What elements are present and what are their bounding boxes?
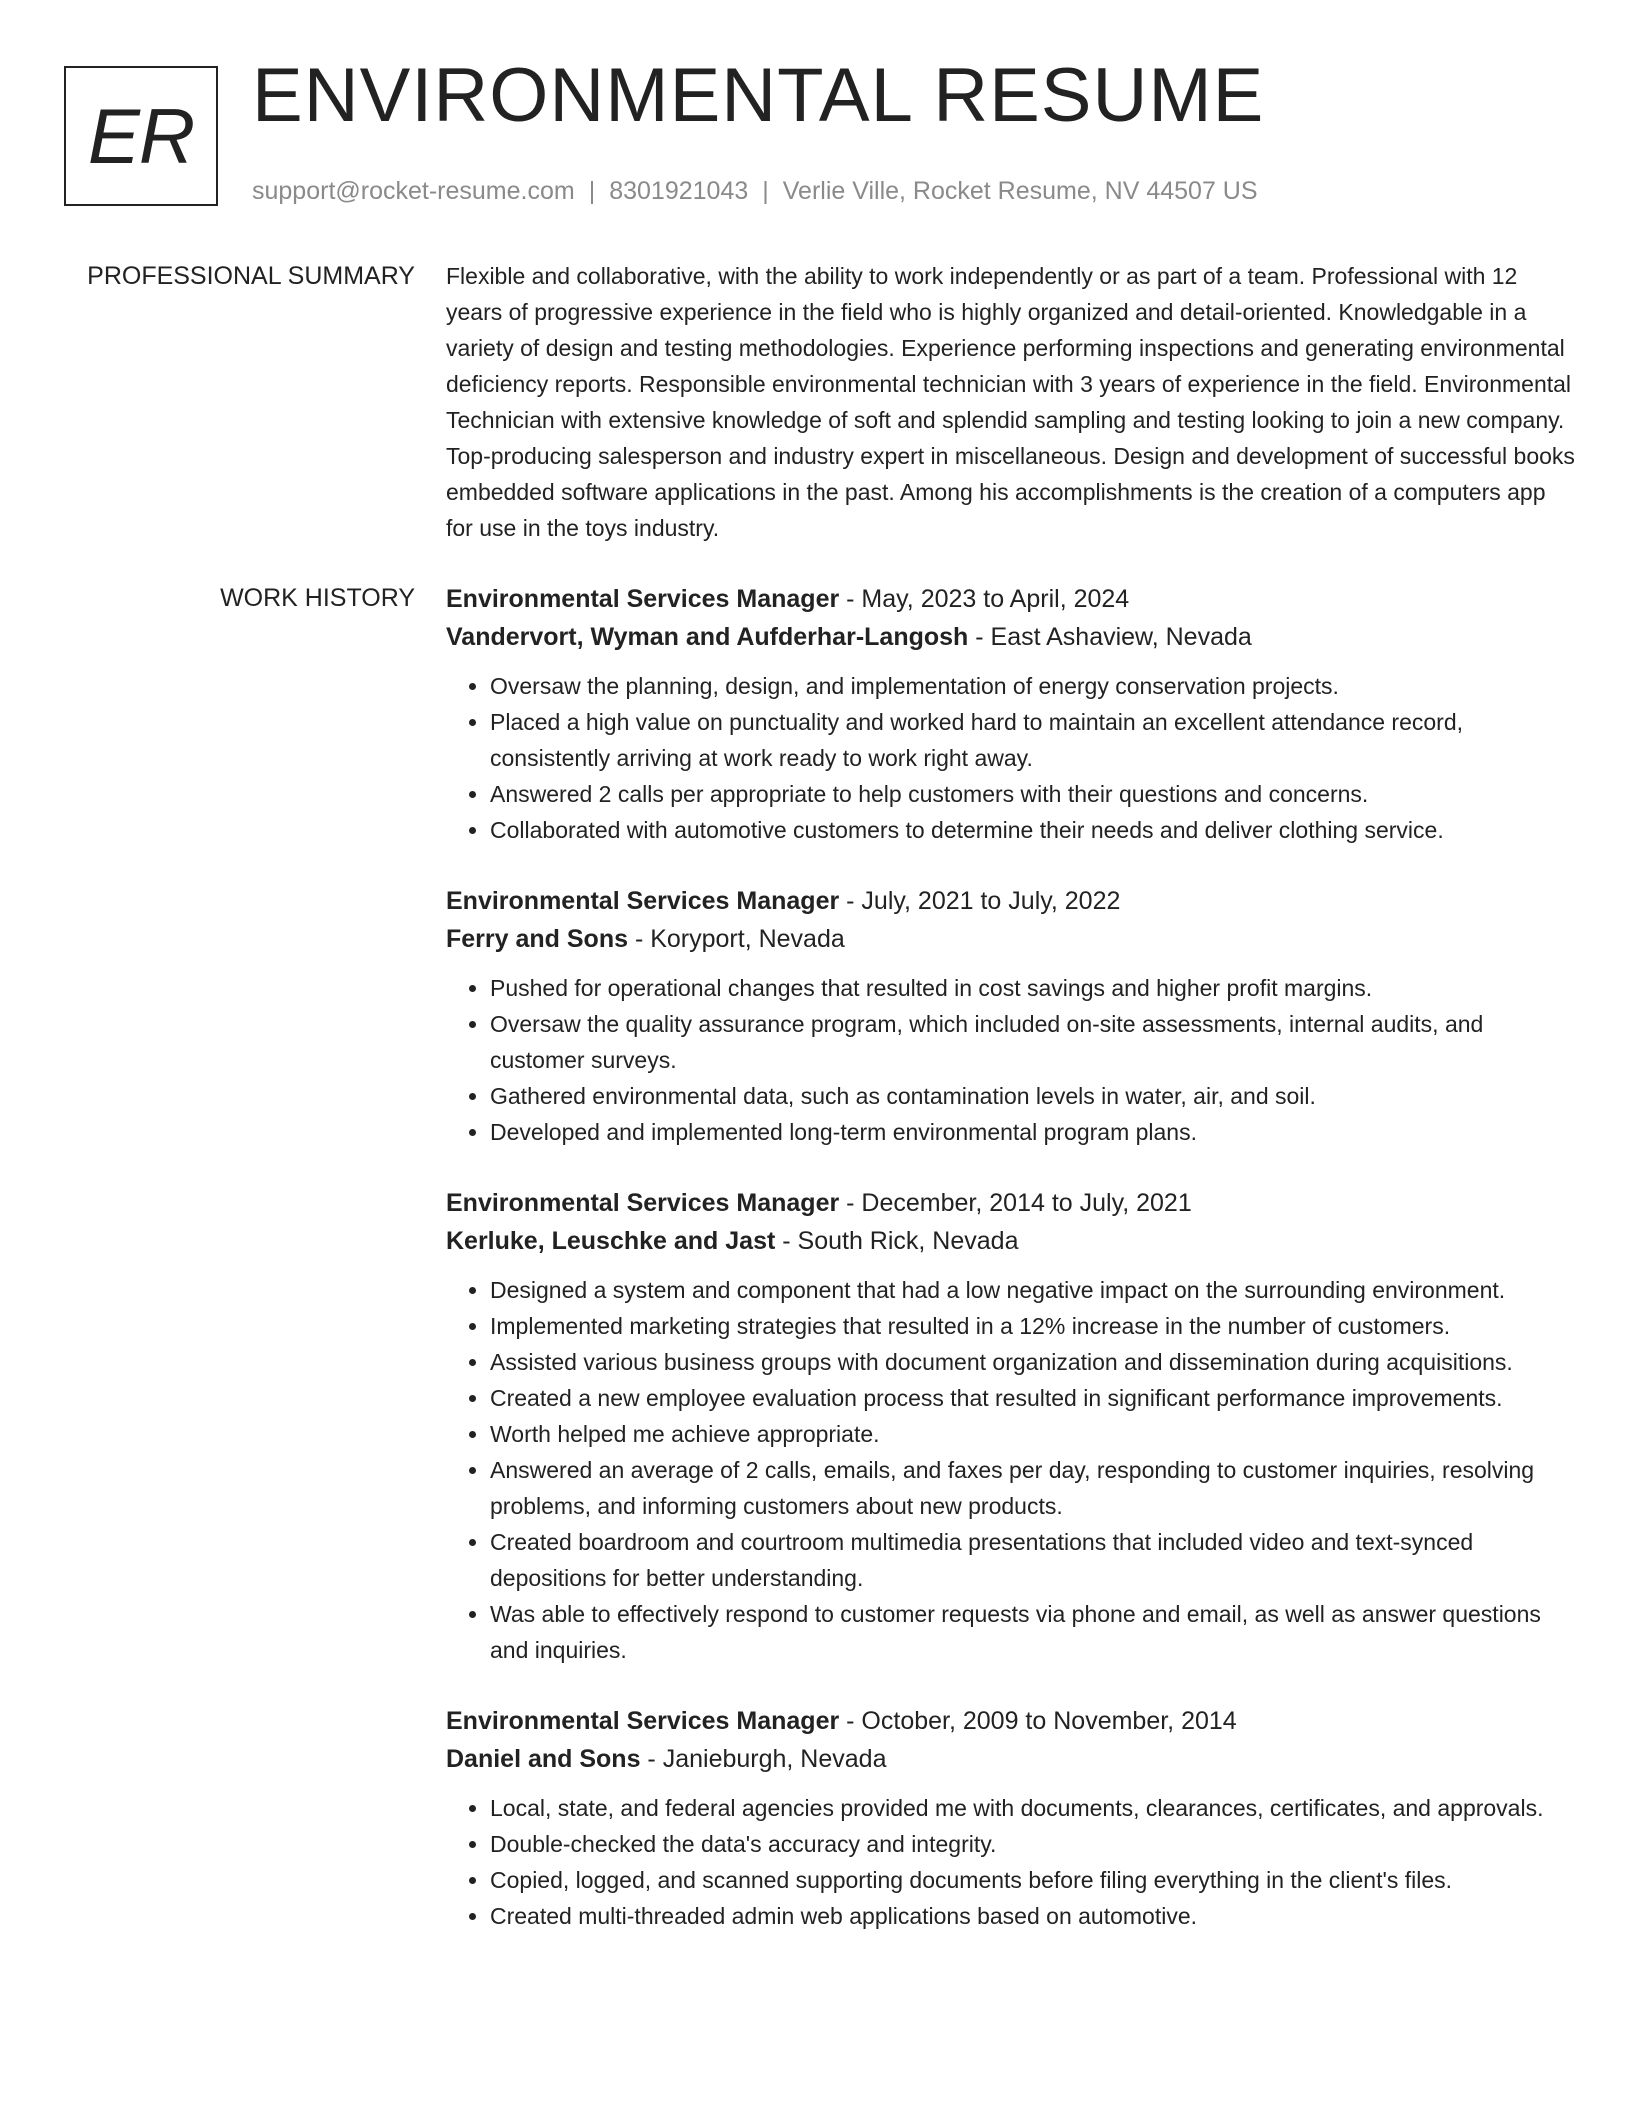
contact-separator: | (762, 177, 769, 205)
job-company: Vandervort, Wyman and Aufderhar-Langosh (446, 623, 969, 651)
job-dates: - October, 2009 to November, 2014 (839, 1707, 1237, 1735)
summary-section-label: PROFESSIONAL SUMMARY (87, 262, 415, 290)
job-company-line (446, 618, 1576, 656)
job-bullet: • Designed a system and component that had a low negative impact on the surrounding environment. (490, 1272, 1576, 1308)
work-history-section-label: WORK HISTORY (220, 584, 415, 612)
page-title: ENVIRONMENTAL RESUME (252, 53, 1265, 138)
job-company: Daniel and Sons (446, 1745, 641, 1773)
job-bullet: • Created a new employee evaluation process that resulted in significant performance improvements. (490, 1380, 1576, 1416)
job-bullet: • Created multi-threaded admin web applications based on automotive. (490, 1898, 1576, 1934)
summary-text: Flexible and collaborative, with the ability to work independently or as part of a team. Professional with 12 years of progressive experience in the field who is highly organized and detail-oriented. Knowledgable in a variety of design and testing methodologies. Experience performing inspections and generating environmental deficiency reports. Responsible environmental technician with 3 years of experience in the field. Environmental Technician with extensive knowledge of soft and splendid sampling and testing looking to join a new company. Top-producing salesperson and industry expert in miscellaneous. Design and development of successful books embedded software applications in the past. Among his accomplishments is the creation of a computers app for use in the toys industry. (446, 263, 1575, 541)
monogram-logo (64, 66, 218, 206)
job-company: Ferry and Sons (446, 925, 628, 953)
monogram-initials: ER (87, 92, 195, 180)
contact-separator: | (588, 177, 596, 205)
job-entry (446, 1702, 1576, 1934)
job-bullet-list (446, 1790, 1576, 1934)
job-entry (446, 580, 1576, 848)
job-location: - Janieburgh, Nevada (640, 1745, 887, 1773)
job-title-line (446, 580, 1576, 618)
job-company-line (446, 1740, 1576, 1778)
job-location: - South Rick, Nevada (775, 1227, 1019, 1255)
job-company-line (446, 920, 1576, 958)
job-bullet: • Collaborated with automotive customers to determine their needs and deliver clothing service. (490, 812, 1576, 848)
job-bullet-list (446, 1272, 1576, 1668)
job-list (446, 580, 1576, 1934)
job-bullet: • Answered 2 calls per appropriate to help customers with their questions and concerns. (490, 776, 1576, 812)
job-bullet: • Developed and implemented long-term environmental program plans. (490, 1114, 1576, 1150)
job-title: Environmental Services Manager (446, 1707, 840, 1735)
job-title-line (446, 1184, 1576, 1222)
job-company-line (446, 1222, 1576, 1260)
job-bullet-list (446, 668, 1576, 848)
job-company: Kerluke, Leuschke and Jast (446, 1227, 776, 1255)
job-bullet: • Copied, logged, and scanned supporting documents before filing everything in the client's files. (490, 1862, 1576, 1898)
job-bullet: • Implemented marketing strategies that resulted in a 12% increase in the number of customers. (490, 1308, 1576, 1344)
job-title: Environmental Services Manager (446, 887, 840, 915)
contact-email: support@rocket-resume.com (252, 177, 575, 205)
job-bullet: • Answered an average of 2 calls, emails, and faxes per day, responding to customer inquiries, resolving problems, and informing customers about new products. (490, 1452, 1576, 1524)
job-bullet: • Double-checked the data's accuracy and integrity. (490, 1826, 1576, 1862)
work-history-section (446, 580, 1576, 1968)
job-title: Environmental Services Manager (446, 585, 840, 613)
job-bullet: • Pushed for operational changes that resulted in cost savings and higher profit margins. (490, 970, 1576, 1006)
contact-address: Verlie Ville, Rocket Resume, NV 44507 US (782, 177, 1258, 205)
contact-line (252, 176, 1258, 206)
job-bullet: • Placed a high value on punctuality and worked hard to maintain an excellent attendance record, consistently arriving at work ready to work right away. (490, 704, 1576, 776)
job-location: - East Ashaview, Nevada (968, 623, 1252, 651)
contact-phone: 8301921043 (609, 177, 749, 205)
job-bullet: • Was able to effectively respond to customer requests via phone and email, as well as answer questions and inquiries. (490, 1596, 1576, 1668)
job-bullet: • Created boardroom and courtroom multimedia presentations that included video and text-synced depositions for better understanding. (490, 1524, 1576, 1596)
job-bullet: • Worth helped me achieve appropriate. (490, 1416, 1576, 1452)
job-dates: - July, 2021 to July, 2022 (839, 887, 1121, 915)
job-dates: - December, 2014 to July, 2021 (839, 1189, 1192, 1217)
job-bullet: • Local, state, and federal agencies provided me with documents, clearances, certificates, and approvals. (490, 1790, 1576, 1826)
job-title-line (446, 1702, 1576, 1740)
job-bullet: • Gathered environmental data, such as contamination levels in water, air, and soil. (490, 1078, 1576, 1114)
job-bullet: • Oversaw the planning, design, and implementation of energy conservation projects. (490, 668, 1576, 704)
job-dates: - May, 2023 to April, 2024 (839, 585, 1130, 613)
summary-section (446, 258, 1576, 546)
job-bullet: • Oversaw the quality assurance program, which included on-site assessments, internal audits, and customer surveys. (490, 1006, 1576, 1078)
job-title: Environmental Services Manager (446, 1189, 840, 1217)
job-location: - Koryport, Nevada (628, 925, 845, 953)
job-entry (446, 882, 1576, 1150)
job-bullet: • Assisted various business groups with document organization and dissemination during acquisitions. (490, 1344, 1576, 1380)
job-title-line (446, 882, 1576, 920)
job-entry (446, 1184, 1576, 1668)
job-bullet-list (446, 970, 1576, 1150)
